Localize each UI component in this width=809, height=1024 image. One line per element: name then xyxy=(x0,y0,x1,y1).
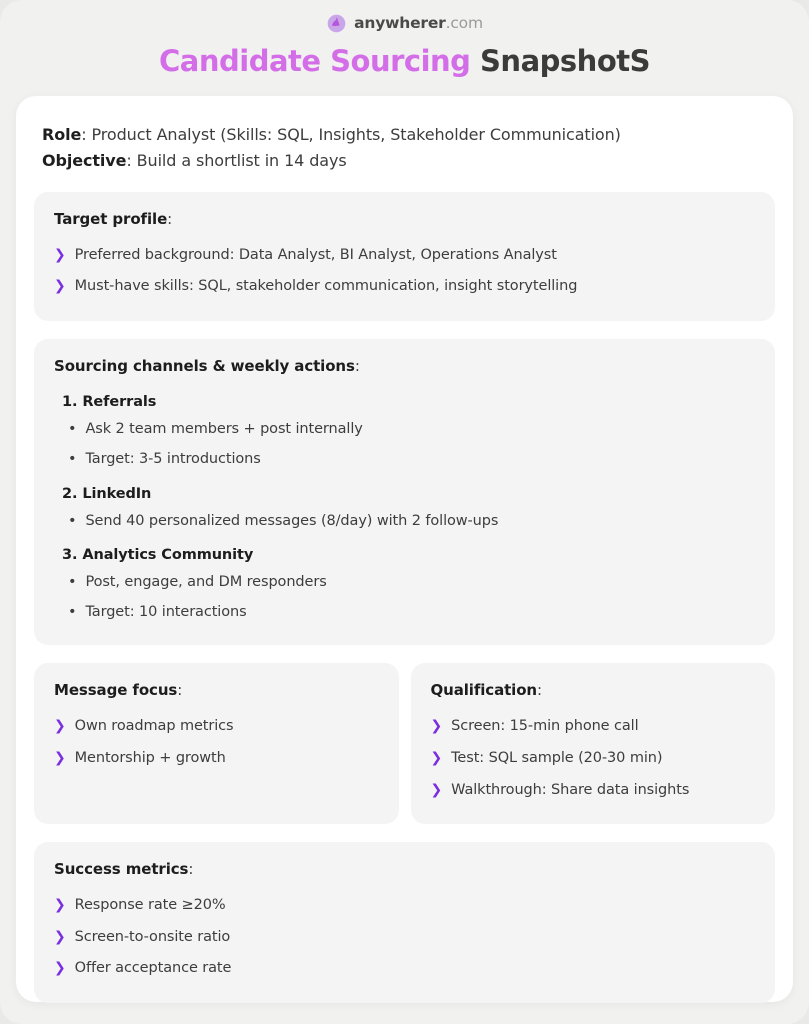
success-metrics-title xyxy=(54,860,755,878)
list-item-label: Test: SQL sample (20-30 min) xyxy=(451,749,663,766)
channel-name: Referrals xyxy=(82,393,157,410)
bullet-dot-icon: • xyxy=(68,573,77,590)
list-item-label: Target: 10 interactions xyxy=(85,604,247,621)
list-item-label: Preferred background: Data Analyst, BI Analyst, Operations Analyst xyxy=(74,246,557,263)
list-item xyxy=(431,711,756,743)
channel-number: 2. xyxy=(62,485,78,502)
target-profile-title xyxy=(54,210,755,228)
list-item xyxy=(54,444,755,474)
sourcing-channels-title-colon: : xyxy=(354,356,360,375)
two-column-row xyxy=(34,663,775,824)
target-profile-list xyxy=(54,240,755,303)
list-item xyxy=(54,953,755,985)
objective-value: : Build a shortlist in 14 days xyxy=(126,150,347,170)
qualification-panel xyxy=(411,663,776,824)
chevron-right-icon: ❯ xyxy=(54,246,66,263)
list-item xyxy=(54,506,755,536)
bullet-dot-icon: • xyxy=(68,604,77,621)
target-profile-title-colon: : xyxy=(167,209,173,228)
message-focus-list xyxy=(54,711,379,774)
list-item-label: Target: 3-5 introductions xyxy=(85,451,261,468)
list-item-label: Offer acceptance rate xyxy=(74,960,232,977)
message-focus-title-text: Message focus xyxy=(54,681,178,700)
list-item-label: Ask 2 team members + post internally xyxy=(85,420,363,437)
chevron-right-icon: ❯ xyxy=(54,928,66,945)
role-line xyxy=(42,122,767,148)
message-focus-title-colon: : xyxy=(177,681,183,700)
qualification-title xyxy=(431,681,756,699)
list-item-label: Mentorship + growth xyxy=(74,749,226,766)
message-focus-panel xyxy=(34,663,399,824)
list-item xyxy=(54,567,755,597)
chevron-right-icon: ❯ xyxy=(54,960,66,977)
success-metrics-title-text: Success metrics xyxy=(54,860,189,879)
success-metrics-title-colon: : xyxy=(188,860,194,879)
qualification-list xyxy=(431,711,756,806)
list-item xyxy=(54,240,755,272)
brand-tld: .com xyxy=(445,13,483,32)
objective-label: Objective xyxy=(42,150,127,170)
list-item xyxy=(54,414,755,444)
qualification-title-text: Qualification xyxy=(430,681,538,700)
intro-block xyxy=(34,118,775,174)
chevron-right-icon: ❯ xyxy=(54,718,66,735)
chevron-right-icon: ❯ xyxy=(430,718,443,735)
list-item xyxy=(431,775,756,807)
channel-number: 3. xyxy=(62,546,78,563)
target-profile-panel xyxy=(34,192,775,321)
target-profile-title-text: Target profile xyxy=(54,209,168,228)
bullet-dot-icon: • xyxy=(68,512,77,529)
list-item xyxy=(54,743,379,775)
list-item-label: Own roadmap metrics xyxy=(74,718,234,735)
objective-line xyxy=(42,148,767,174)
chevron-right-icon: ❯ xyxy=(54,278,66,295)
success-metrics-panel xyxy=(34,842,775,1003)
chevron-right-icon: ❯ xyxy=(430,749,443,766)
page-title-accent: Candidate Sourcing xyxy=(159,44,471,78)
list-item xyxy=(54,711,379,743)
list-item-label: Walkthrough: Share data insights xyxy=(451,781,690,798)
list-item-label: Send 40 personalized messages (8/day) with 2 follow-ups xyxy=(85,512,499,529)
role-label: Role xyxy=(42,125,82,144)
channel-heading xyxy=(54,387,755,414)
list-item-label: Must-have skills: SQL, stakeholder communication, insight storytelling xyxy=(74,278,578,295)
list-item xyxy=(54,890,755,922)
channel-heading xyxy=(54,479,755,506)
message-focus-title xyxy=(54,681,379,699)
list-item xyxy=(431,743,756,775)
list-item xyxy=(54,922,755,954)
list-item xyxy=(54,597,755,627)
chevron-right-icon: ❯ xyxy=(430,781,443,798)
bullet-dot-icon: • xyxy=(68,420,77,437)
channel-group xyxy=(54,387,755,475)
globe-icon xyxy=(326,13,347,34)
brand-name: anywherer xyxy=(354,13,446,32)
channel-name: LinkedIn xyxy=(82,485,152,502)
success-metrics-list xyxy=(54,890,755,985)
channel-heading xyxy=(54,540,755,567)
page-title-rest: SnapshotS xyxy=(470,44,650,78)
channel-group xyxy=(54,479,755,536)
brand-header xyxy=(0,0,809,30)
list-item-label: Post, engage, and DM responders xyxy=(85,573,327,590)
content-card xyxy=(16,96,793,1002)
channel-name: Analytics Community xyxy=(82,546,254,563)
role-value: : Product Analyst (Skills: SQL, Insights, Stakeholder Communication) xyxy=(81,125,621,144)
list-item-label: Screen-to-onsite ratio xyxy=(74,928,231,945)
list-item-label: Screen: 15-min phone call xyxy=(451,718,639,735)
channel-number: 1. xyxy=(62,393,78,410)
sourcing-channels-title xyxy=(54,357,755,375)
sourcing-channels-panel xyxy=(34,339,775,645)
list-item-label: Response rate ≥20% xyxy=(74,897,226,914)
qualification-title-colon: : xyxy=(537,681,542,700)
sourcing-channels-title-text: Sourcing channels & weekly actions xyxy=(54,356,355,375)
list-item xyxy=(54,271,755,303)
chevron-right-icon: ❯ xyxy=(54,749,66,766)
bullet-dot-icon: • xyxy=(68,451,77,468)
channel-group xyxy=(54,540,755,628)
page-title xyxy=(0,46,809,78)
brand-wordmark xyxy=(354,13,483,32)
chevron-right-icon: ❯ xyxy=(54,897,66,914)
